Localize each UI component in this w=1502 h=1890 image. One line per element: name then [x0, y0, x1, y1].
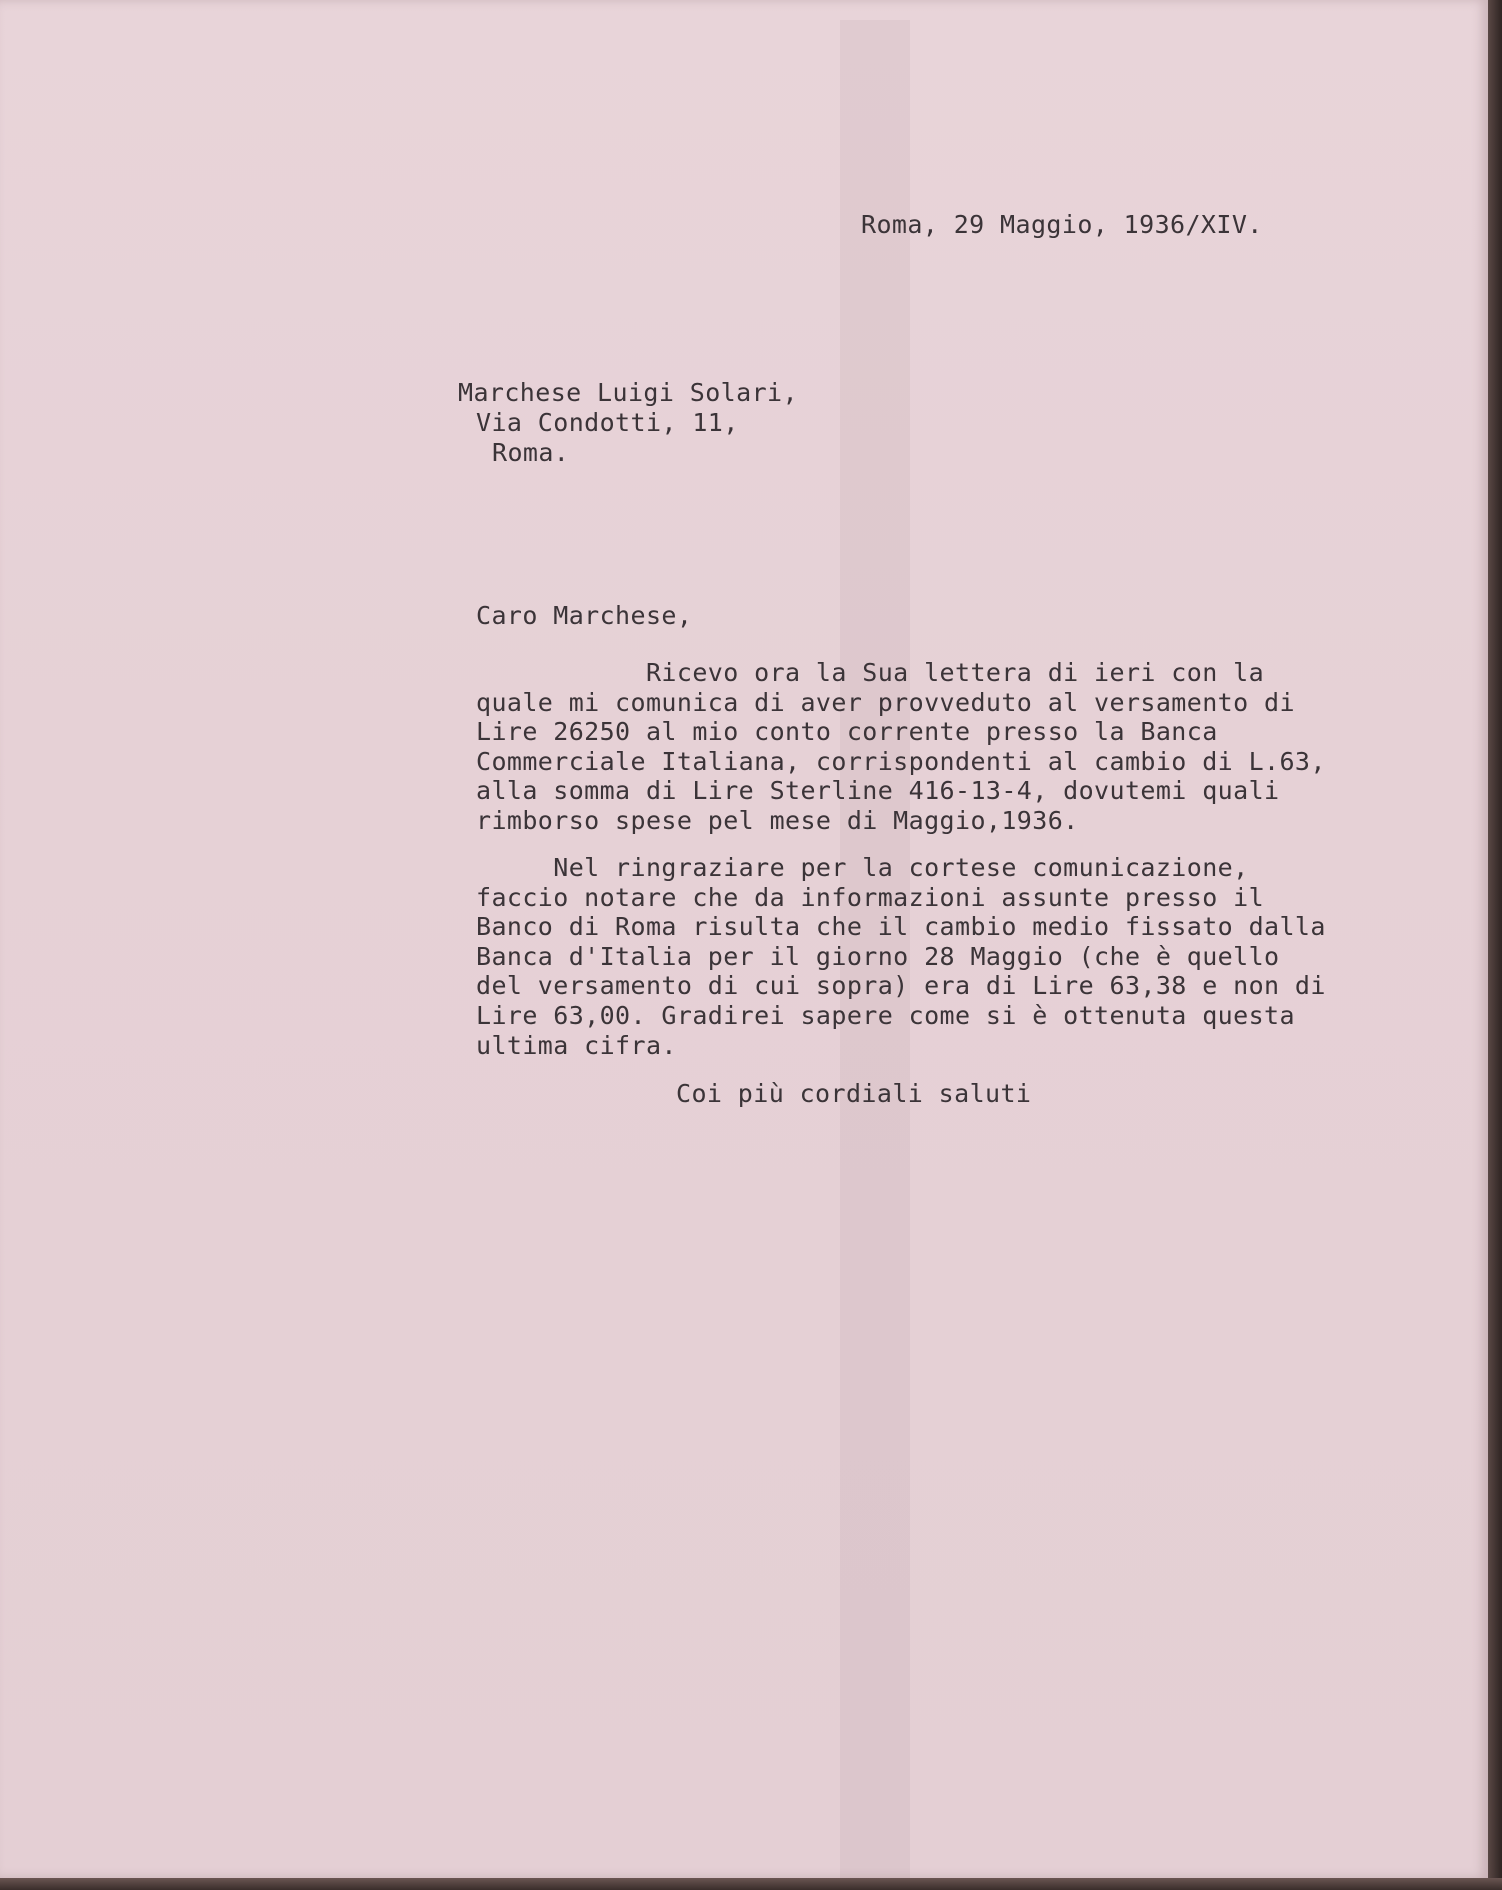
- recipient-name: Marchese Luigi Solari,: [458, 378, 798, 407]
- recipient-street: Via Condotti, 11,: [476, 408, 739, 437]
- closing-line: Coi più cordiali saluti: [676, 1079, 1032, 1108]
- salutation: Caro Marchese,: [476, 601, 693, 630]
- paragraph-1: Ricevo ora la Sua lettera di ieri con la quale mi comunica di aver provveduto al versamento di Lire 26250 al mio conto corrente presso la Banca Commerciale Italiana, corrispondenti al cambio di L.63, alla somma di Lire Sterline 416-13-4, dovutemi quali rimborso spese pel mese di Maggio,1936.: [476, 658, 1326, 835]
- recipient-city: Roma.: [492, 438, 570, 467]
- page-edge-right: [1488, 0, 1502, 1890]
- date-line: Roma, 29 Maggio, 1936/XIV.: [861, 210, 1263, 239]
- paragraph-2: Nel ringraziare per la cortese comunicazione, faccio notare che da informazioni assunte presso il Banco di Roma risulta che il cambio medio fissato dalla Banca d'Italia per il giorno 28 Maggio (che è quello del versamento di cui sopra) era di Lire 63,38 e non di Lire 63,00. Gradirei sapere come si è ottenuta questa ultima cifra.: [476, 853, 1326, 1060]
- page-edge-bottom: [0, 1878, 1502, 1890]
